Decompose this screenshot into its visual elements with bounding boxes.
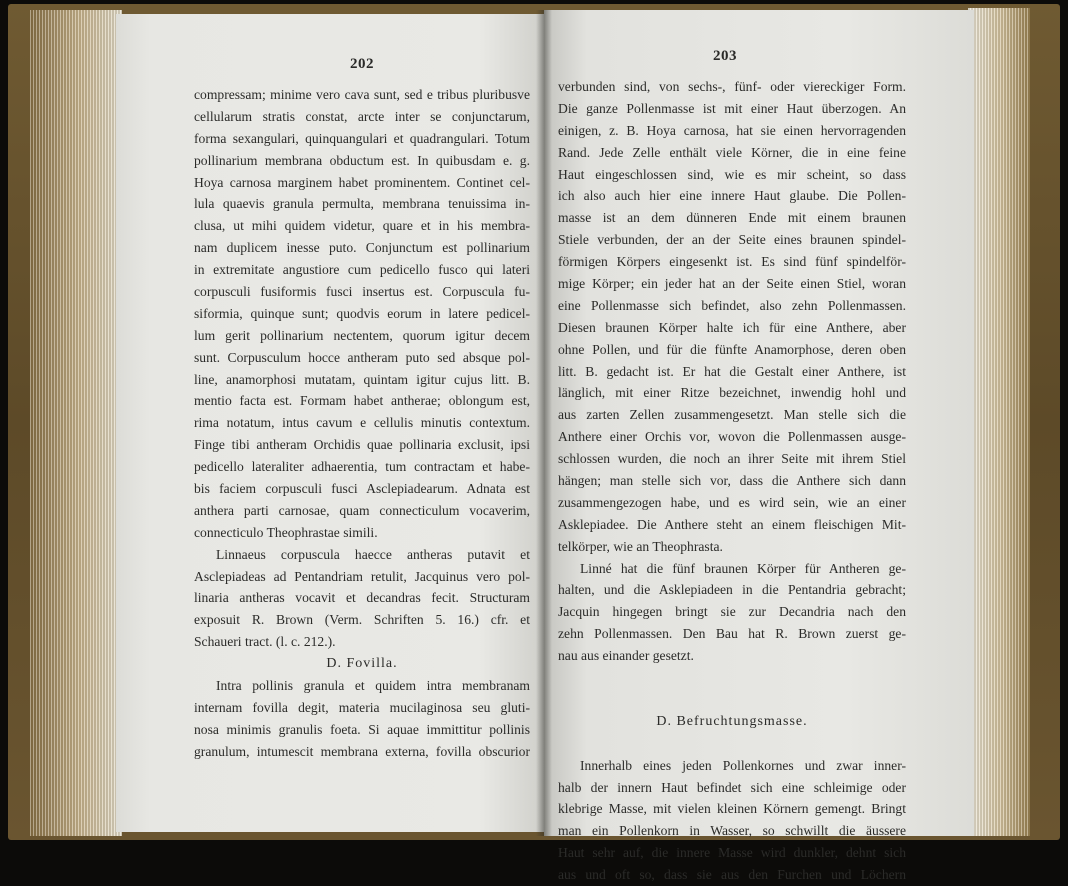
section-heading: D. Fovilla. <box>326 656 398 672</box>
text-line: hängen; man stelle sich vor, dass die Anthere sich dann <box>558 473 906 489</box>
text-line: granulum, intumescit membrana externa, fovilla obscurior <box>194 743 530 759</box>
text-line: Haut sehr auf, die innere Masse wird dunkler, dehnt sich <box>558 845 906 861</box>
text-line: einigen, z. B. Hoya carnosa, hat sie einen hervorragenden <box>558 122 906 138</box>
text-line: Linnaeus corpuscula haecce antheras putavit et <box>216 546 530 562</box>
text-line: Innerhalb eines jeden Pollenkornes und zwar inner- <box>580 757 906 773</box>
text-line: Asclepiadeas ad Pentandriam retulit, Jacquinus vero pol- <box>194 568 530 584</box>
text-line: klebrige Masse, mit vielen kleinen Körnern gemengt. Bringt <box>558 801 906 817</box>
section-heading: D. Befruchtungsmasse. <box>656 713 808 729</box>
text-line: halb der innern Haut befindet sich eine schleimige oder <box>558 779 906 795</box>
text-line: Haut eingeschlossen sind, wie es mir scheint, so dass <box>558 166 906 182</box>
text-line: Finge tibi antheram Orchidis quae pollinaria exclusit, ipsi <box>194 437 530 453</box>
text-line: internam fovilla degit, materia mucilaginosa seu gluti- <box>194 699 530 715</box>
text-line: line, anamorphosi mutatam, quintam igitur cujus litt. B. <box>194 371 530 387</box>
text-line: compressam; minime vero cava sunt, sed e tribus pluribusve <box>194 87 530 102</box>
text-line: Jacquin hingegen bringt sie zur Decandria nach den <box>558 604 906 620</box>
text-line: förmigen Körpers eingesenkt ist. Es sind fünf spindelför- <box>558 254 906 270</box>
right-page-edges <box>968 8 1030 836</box>
page-number-left: 202 <box>350 56 374 72</box>
text-line: siformia, quinque sunt; quodvis eorum in latere pedicel- <box>194 305 530 321</box>
text-line: aus und oft so, dass sie aus den Furchen und Löchern <box>558 867 906 883</box>
text-line: connecticulo Theophrastae simili. <box>194 524 378 540</box>
text-line: exposuit R. Brown (Verm. Schriften 5. 16.) cfr. et <box>194 612 530 628</box>
text-line: telkörper, wie an Theophrasta. <box>558 538 723 554</box>
text-line: lula quaevis granula permulta, membrana tenuissima in- <box>194 196 530 212</box>
text-line: pollinarium membrana obductum est. In quibusdam e. g. <box>194 152 530 168</box>
text-line: zusammengezogen habe, und es wird sein, wie an einer <box>558 494 906 510</box>
text-line: mige Körper; ein jeder hat an der Seite einen Stiel, woran <box>558 276 906 292</box>
text-line: schlossen wurden, die noch an ihrer Seite mit ihrem Stiel <box>558 451 906 467</box>
text-line: länglich, mit einer Ritze bezeichnet, inwendig hohl und <box>558 385 906 401</box>
text-line: halten, und die Asklepiadeen in die Pentandria gebracht; <box>558 582 906 598</box>
text-line: forma sexangulari, quinquangulari et quadrangulari. Totum <box>194 130 530 146</box>
text-line: nau aus einander gesetzt. <box>558 648 694 664</box>
text-line: Stiele verbunden, der an der Seite eines braunen spindel- <box>558 232 906 248</box>
text-line: pedicello lateraliter adhaerentia, tum contractam et habe- <box>194 459 530 475</box>
text-line: Hoya carnosa marginem habet prominentem. Continet cel- <box>194 174 530 190</box>
text-line: litt. B. gedacht ist. Er hat die Gestalt einer Anthere, ist <box>558 363 906 379</box>
text-line: ohne Pollen, und für die fünfte Anamorphose, deren oben <box>558 341 906 357</box>
text-line: Intra pollinis granula et quidem intra membranam <box>216 678 530 694</box>
left-page-text <box>194 84 530 763</box>
text-line: verbunden sind, von sechs-, fünf- oder viereckiger Form. <box>558 79 906 94</box>
text-line: linaria antheras vocavit et decandras fecit. Structuram <box>194 590 530 606</box>
right-page-text <box>558 76 906 886</box>
text-line: Anthere einer Orchis vor, wovon die Pollenmassen ausge- <box>558 429 906 445</box>
left-page-edges <box>30 10 122 836</box>
text-line: Linné hat die fünf braunen Körper für Antheren ge- <box>580 560 906 576</box>
page-number-right: 203 <box>713 48 737 64</box>
text-line: zehn Pollenmassen. Den Bau hat R. Brown zuerst ge- <box>558 626 906 642</box>
text-line: Diesen braunen Körper halte ich für eine Anthere, aber <box>558 319 906 335</box>
section-spacer <box>558 667 906 711</box>
text-line: Rand. Jede Zelle enthält viele Körner, die in eine feine <box>558 144 906 160</box>
text-line: Schaueri tract. (l. c. 212.). <box>194 634 336 650</box>
text-line: man ein Pollenkorn in Wasser, so schwillt die äussere <box>558 823 906 839</box>
text-line: nosa minimis granulis foeta. Si aquae immittitur pollinis <box>194 721 530 737</box>
text-line: ich also auch hier eine innere Haut glaube. Die Pollen- <box>558 188 906 204</box>
text-line: lum gerit pollinarium nectentem, quorum igitur decem <box>194 327 530 343</box>
text-line: in extremitate angustiore cum pedicello fusco qui lateri <box>194 262 530 278</box>
text-line: masse ist an dem dünneren Ende mit einem braunen <box>558 210 906 226</box>
text-line: nam duplicem inesse puto. Conjunctum est pollinarium <box>194 240 530 256</box>
text-line: clusa, ut mihi quidem videtur, quare et in his membra- <box>194 218 530 234</box>
text-line: mentio facta est. Formam habet antherae; oblongum est, <box>194 393 530 409</box>
text-line: bis faciem corpusculi fusci Asclepiadearum. Adnata est <box>194 481 530 497</box>
text-line: rima notatum, intus cavum e cellulis minutis contextum. <box>194 415 530 431</box>
text-line: corpusculi fusiformis fusci insertus est. Corpuscula fu- <box>194 284 530 300</box>
text-line: cellularum stratis constat, arcte inter se conjunctarum, <box>194 108 530 124</box>
text-line: eine Pollenmasse sich befindet, also zehn Pollenmassen. <box>558 297 906 313</box>
text-line: Die ganze Pollenmasse ist mit einer Haut überzogen. An <box>558 100 906 116</box>
book-gutter <box>536 10 552 836</box>
text-line: aus zarten Zellen zusammengesetzt. Man stelle sich die <box>558 407 906 423</box>
text-line: sunt. Corpusculum hocce antheram puto sed absque pol- <box>194 349 530 365</box>
text-line: Asklepiadee. Die Anthere steht an einem fleischigen Mit- <box>558 516 906 532</box>
text-line: anthera parti carnosae, quam connecticulum vocaverim, <box>194 502 530 518</box>
section-spacer <box>558 733 906 755</box>
